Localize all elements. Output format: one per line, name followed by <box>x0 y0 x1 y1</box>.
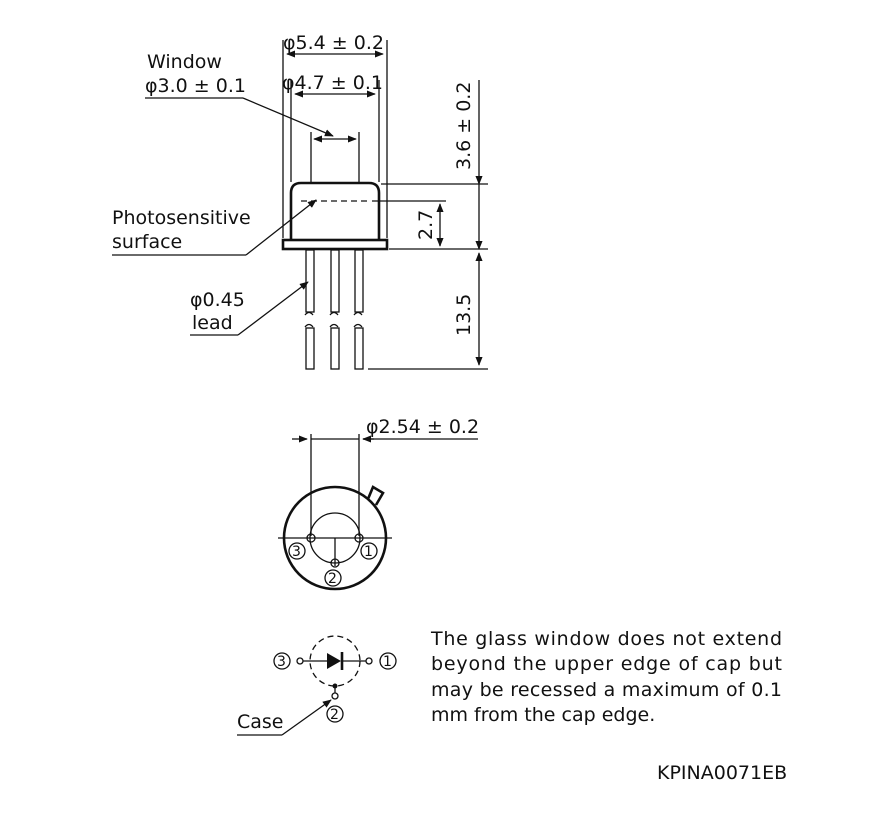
lead-right-upper <box>355 250 363 312</box>
lead-center-upper <box>331 250 339 312</box>
note-line-1: The glass window does not extend <box>431 628 782 650</box>
lead-word-label: lead <box>192 312 233 334</box>
schematic-pin-1: 1 <box>383 654 392 670</box>
dim-total-height-label: 3.6 ± 0.2 <box>453 81 475 170</box>
pin-label-2: 2 <box>328 571 337 587</box>
case-leader <box>282 700 331 735</box>
photosensitive-leader <box>246 200 316 255</box>
photosensitive-label-2: surface <box>112 231 183 253</box>
flange <box>283 240 387 249</box>
schematic-pin-2: 2 <box>330 707 339 723</box>
lead-left-upper <box>306 250 314 312</box>
schematic <box>237 636 396 735</box>
note-line-4: mm from the cap edge. <box>431 704 656 726</box>
diode-symbol <box>327 653 341 669</box>
lead-right-lower <box>355 328 363 369</box>
lead-break-upper <box>305 313 362 316</box>
lead-break-lower <box>305 325 362 328</box>
dim-lead-length-label: 13.5 <box>453 293 475 336</box>
lead-left-lower <box>306 328 314 369</box>
cap-dia-label: φ4.7 ± 0.1 <box>282 72 383 94</box>
outer-dia-label: φ5.4 ± 0.2 <box>283 32 384 54</box>
lead-center-lower <box>331 328 339 369</box>
case-label: Case <box>237 711 284 733</box>
schematic-pin-3: 3 <box>277 654 286 670</box>
note-block <box>430 628 782 726</box>
drawing-code: KPINA0071EB <box>657 762 788 784</box>
dim-surface-label: 2.7 <box>415 209 437 240</box>
window-dia-label: φ3.0 ± 0.1 <box>145 75 246 97</box>
pin-label-1: 1 <box>364 544 373 560</box>
lead-dia-label: φ0.45 <box>190 289 245 311</box>
bottom-view <box>278 416 479 589</box>
photosensitive-label-1: Photosensitive <box>112 207 251 229</box>
note-line-3: may be recessed a maximum of 0.1 <box>431 679 782 701</box>
window-title-label: Window <box>147 51 222 73</box>
pin-label-3: 3 <box>292 544 301 560</box>
pin-circle-label: φ2.54 ± 0.2 <box>366 416 480 438</box>
side-view <box>112 32 488 369</box>
lead-leader <box>238 282 308 335</box>
note-line-2: beyond the upper edge of cap but <box>431 653 782 675</box>
cap-outline <box>291 183 379 240</box>
